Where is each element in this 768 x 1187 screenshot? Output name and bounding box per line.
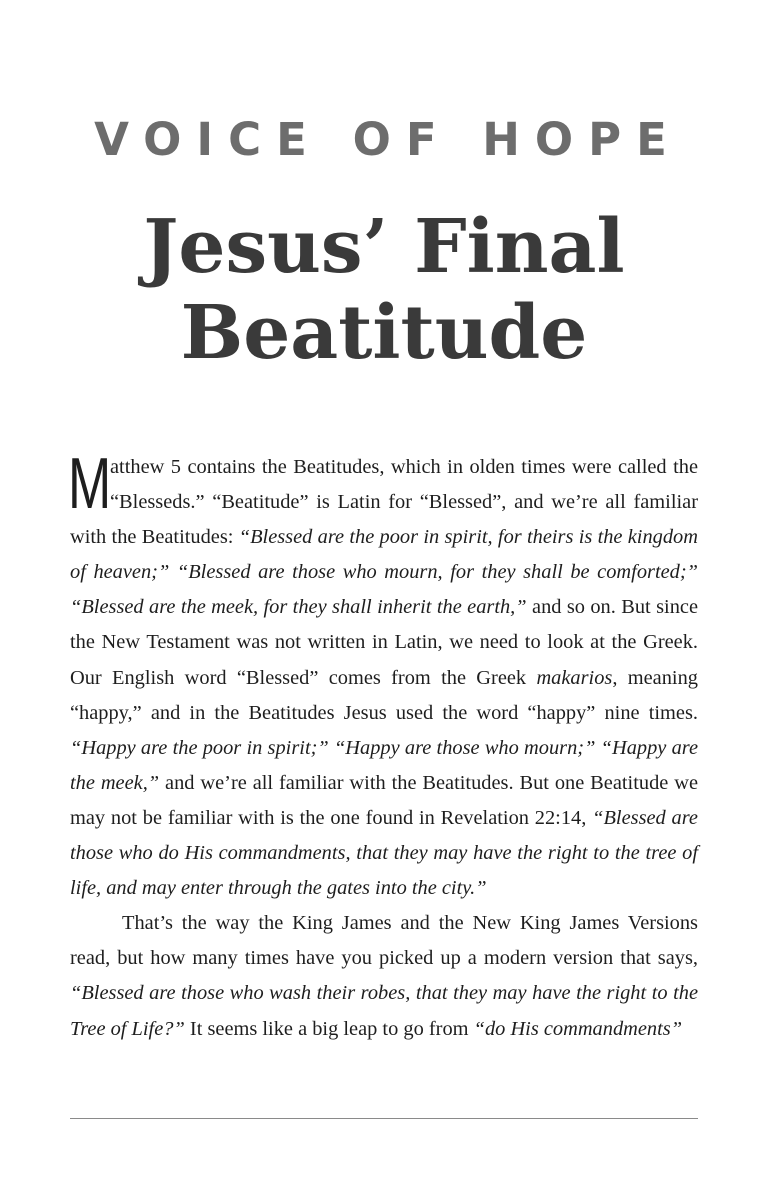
title-line-2: Beatitude: [180, 290, 588, 376]
footer-rule: [70, 1118, 698, 1119]
quote: “do His commandments”: [473, 1017, 683, 1040]
greek-term: makarios: [536, 666, 613, 689]
quote: “Happy are the poor in spirit;” “Happy are those who mourn;” “Happy are the meek,”: [70, 736, 698, 794]
quote: “Blessed are those who wash their robes, that they may have the right to the Tree of Life?”: [70, 982, 698, 1040]
paragraph-2: That’s the way the King James and the New King James Versions read, but how many times have you picked up a modern version that says, “Blessed are those who wash their robes, that they may have the right to the Tree of Life?” It seems like a big leap to go from “do His commandments”: [70, 912, 698, 1040]
title-line-1: Jesus’ Final: [143, 204, 625, 290]
article-body: [68, 444, 698, 1047]
article-title: [0, 204, 768, 376]
quote: “Blessed are those who do His commandments, that they may have the right to the tree of life, and may enter through the gates into the city.”: [70, 806, 698, 900]
paragraph-1: M atthew 5 contains the Beatitudes, which in olden times were called the “Blesseds.” “Beatitude” is Latin for “Blessed”, and we’re all familiar with the Beatitudes: “Blessed are the poor in spirit, for theirs is the kingdom of heaven;” “Blessed are those who mourn, for they shall be comforted;” “Blessed are the meek, for they shall inherit the earth,” and so on. But since the New Testament was not written in Latin, we need to look at the Greek. Our English word “Blessed” comes from the Greek makarios, meaning “happy,” and in the Beatitudes Jesus used the word “happy” nine times. “Happy are the poor in spirit;” “Happy are those who mourn;” “Happy are the meek,” and we’re all familiar with the Beatitudes. But one Beatitude we may not be familiar with is the one found in Revelation 22:14, “Blessed are those who do His commandments, that they may have the right to the tree of life, and may enter through the gates into the city.”: [68, 444, 698, 900]
quote: “Blessed are the poor in spirit, for theirs is the kingdom of heaven;” “Blessed are those who mourn, for they shall be comforted;” “Blessed are the meek, for they shall inherit the earth,”: [70, 526, 698, 619]
drop-cap: M: [68, 444, 112, 524]
section-kicker: VOICE OF HOPE: [94, 113, 682, 166]
